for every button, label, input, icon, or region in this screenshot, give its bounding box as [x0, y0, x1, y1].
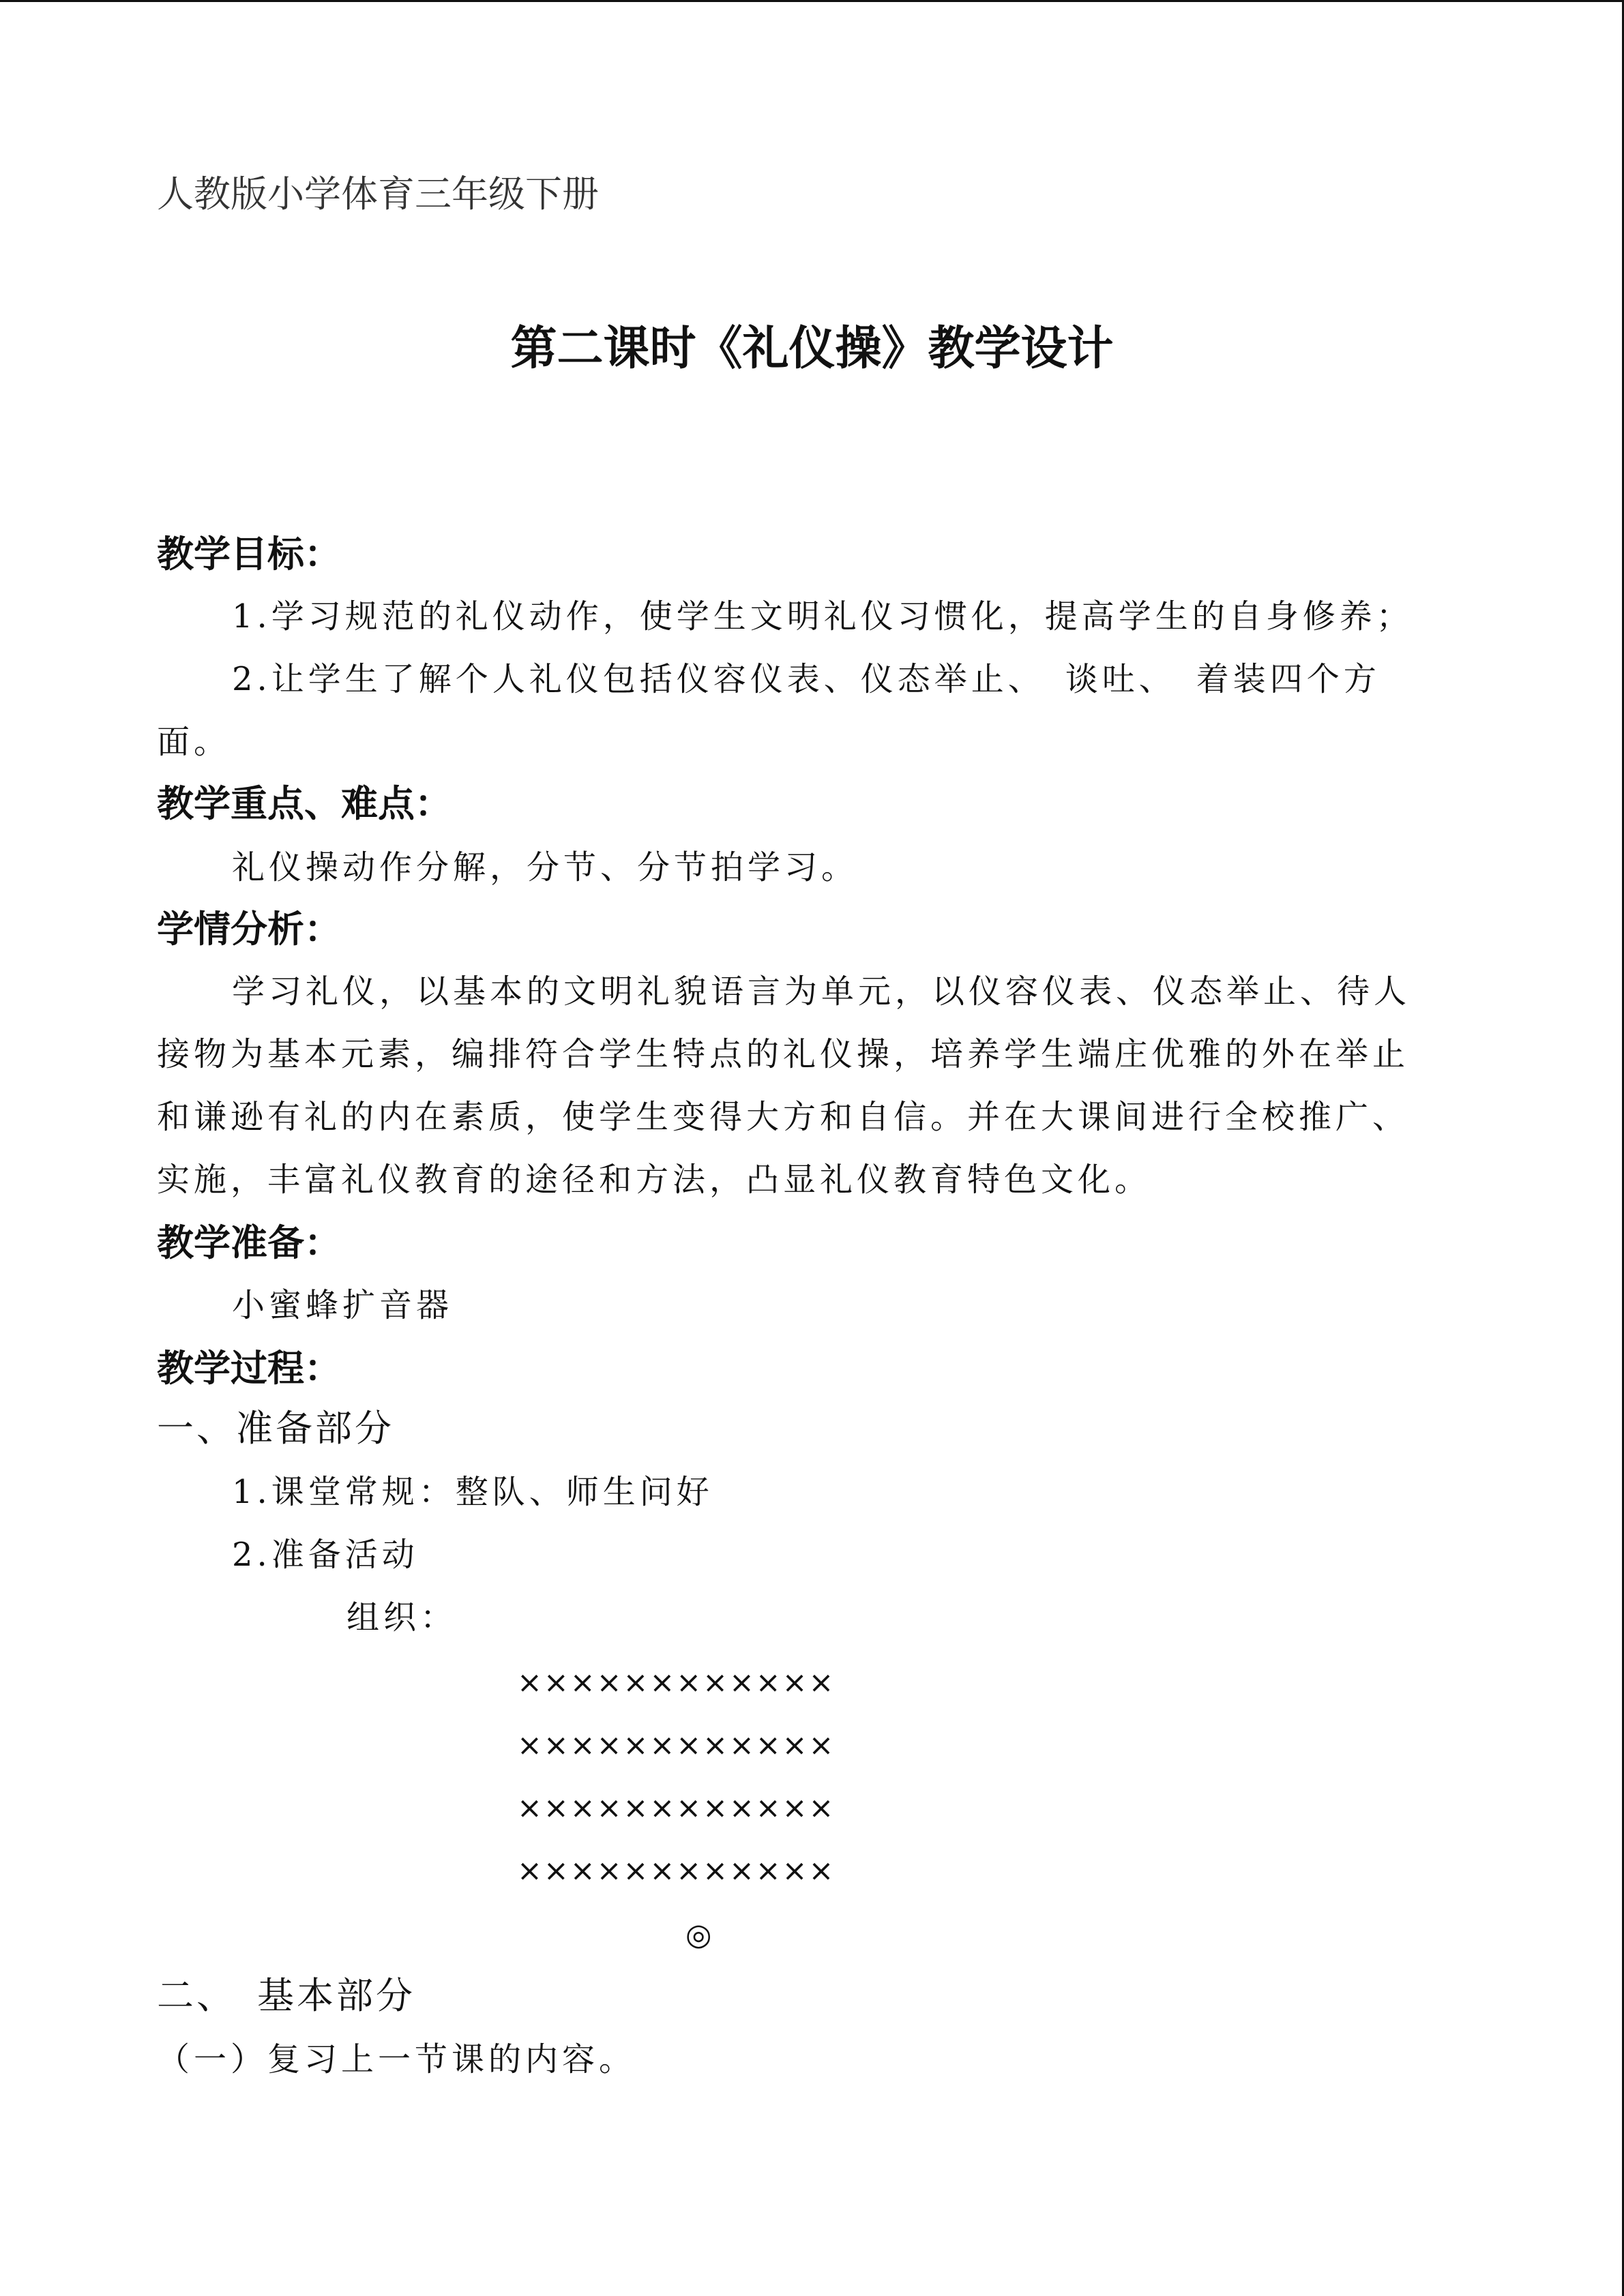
objective-item-2-line-1: 2.让学生了解个人礼仪包括仪容仪表、仪态举止、 谈吐、 着装四个方	[232, 660, 1381, 698]
process-step-1: 1.课堂常规：整队、师生问好	[232, 1473, 713, 1511]
formation-row-4: ××××××××××××	[517, 1853, 836, 1888]
page-border-top	[0, 0, 1624, 2]
part-1-heading: 一、准备部分	[157, 1407, 394, 1450]
process-step-2: 2.准备活动	[232, 1536, 419, 1574]
part-2-heading: 二、 基本部分	[157, 1974, 415, 2017]
formation-row-3: ××××××××××××	[517, 1791, 836, 1825]
analysis-line-2: 接物为基本元素，编排符合学生特点的礼仪操，培养学生端庄优雅的外在举止	[157, 1035, 1410, 1073]
formation-row-1: ××××××××××××	[517, 1665, 836, 1700]
key-points-heading: 教学重点、难点：	[157, 782, 452, 825]
preparation-text: 小蜜蜂扩音器	[232, 1286, 454, 1324]
formation-row-2: ××××××××××××	[517, 1728, 836, 1763]
objective-item-2-line-2: 面。	[157, 723, 231, 761]
teacher-position-mark: ◎	[685, 1918, 712, 1952]
key-points-text: 礼仪操动作分解，分节、分节拍学习。	[232, 848, 859, 886]
analysis-heading: 学情分析：	[157, 908, 341, 951]
document-title: 第二课时《礼仪操》教学设计	[510, 322, 1114, 376]
organize-label: 组织：	[346, 1598, 458, 1637]
analysis-line-4: 实施，丰富礼仪教育的途径和方法，凸显礼仪教育特色文化。	[157, 1161, 1152, 1199]
objective-item-1: 1.学习规范的礼仪动作，使学生文明礼仪习惯化，提高学生的自身修养；	[232, 597, 1413, 636]
edition-label: 人教版小学体育三年级下册	[157, 173, 599, 215]
review-item: （一）复习上一节课的内容。	[157, 2040, 636, 2078]
preparation-heading: 教学准备：	[157, 1221, 341, 1264]
objectives-heading: 教学目标：	[157, 533, 341, 576]
process-heading: 教学过程：	[157, 1347, 341, 1390]
analysis-line-1: 学习礼仪，以基本的文明礼貌语言为单元，以仪容仪表、仪态举止、待人	[232, 972, 1411, 1011]
analysis-line-3: 和谦逊有礼的内在素质，使学生变得大方和自信。并在大课间进行全校推广、	[157, 1098, 1410, 1136]
